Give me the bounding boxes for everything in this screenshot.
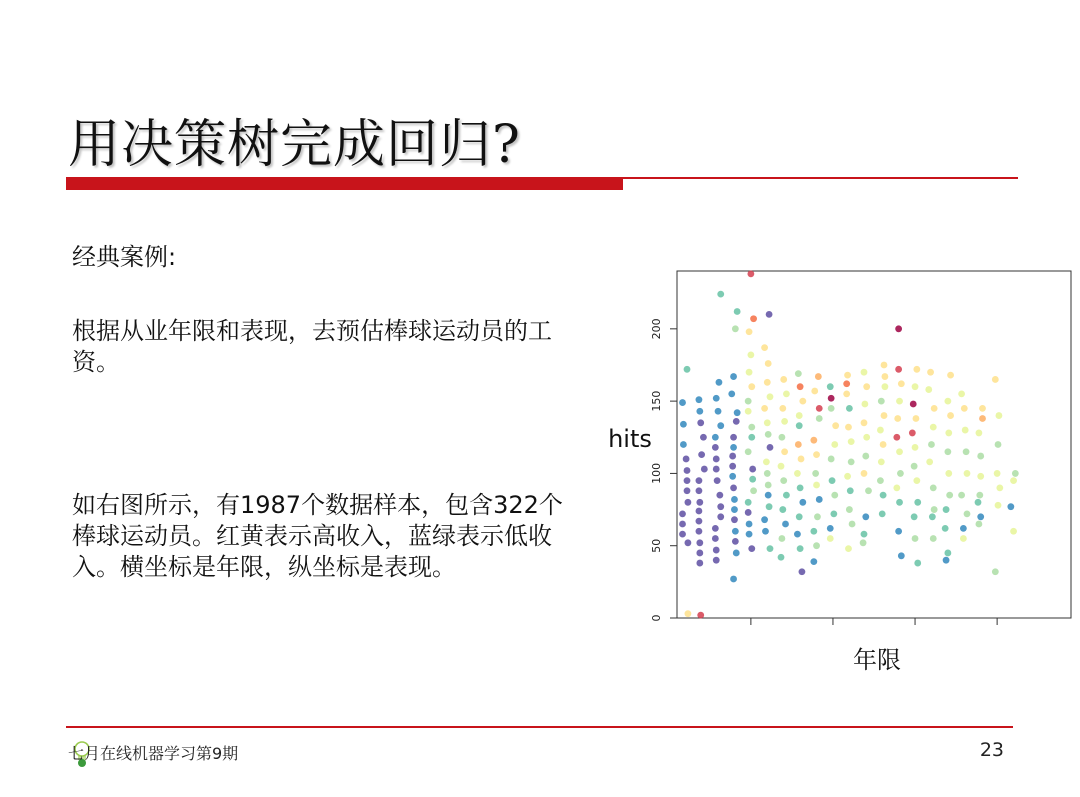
data-point	[828, 395, 835, 402]
data-point	[881, 362, 888, 369]
data-point	[846, 506, 853, 513]
data-point	[898, 552, 905, 559]
data-point	[731, 516, 738, 523]
data-point	[797, 545, 804, 552]
data-point	[895, 325, 902, 332]
data-point	[863, 383, 870, 390]
data-point	[1012, 470, 1019, 477]
data-point	[861, 419, 868, 426]
data-point	[745, 448, 752, 455]
data-point	[747, 351, 754, 358]
data-point	[696, 539, 703, 546]
data-point	[912, 444, 919, 451]
data-point	[996, 484, 1003, 491]
data-point	[913, 366, 920, 373]
data-point	[712, 444, 719, 451]
data-point	[931, 506, 938, 513]
data-point	[685, 610, 692, 617]
data-point	[964, 511, 971, 518]
data-point	[765, 431, 772, 438]
data-point	[779, 405, 786, 412]
slide-title: 用决策树完成回归?	[68, 115, 521, 175]
data-point	[714, 477, 721, 484]
data-point	[795, 370, 802, 377]
data-point	[713, 395, 720, 402]
data-point	[877, 427, 884, 434]
data-point	[717, 513, 724, 520]
data-point	[946, 492, 953, 499]
data-point	[816, 415, 823, 422]
x-axis-title: 年限	[853, 646, 901, 674]
intro-text: 经典案例:	[72, 243, 177, 271]
data-point	[829, 477, 836, 484]
data-point	[799, 398, 806, 405]
data-point	[975, 499, 982, 506]
data-point	[765, 492, 772, 499]
data-point	[733, 418, 740, 425]
data-point	[766, 311, 773, 318]
data-point	[780, 376, 787, 383]
data-point	[960, 525, 967, 532]
data-point	[882, 383, 889, 390]
data-point	[730, 484, 737, 491]
data-point	[696, 487, 703, 494]
data-point	[730, 444, 737, 451]
data-point	[958, 390, 965, 397]
data-point	[728, 390, 735, 397]
data-point	[730, 434, 737, 441]
data-point	[696, 499, 703, 506]
data-point	[730, 373, 737, 380]
data-point	[716, 379, 723, 386]
data-point	[794, 531, 801, 538]
data-point	[828, 456, 835, 463]
data-point	[945, 470, 952, 477]
data-point	[848, 458, 855, 465]
data-point	[979, 415, 986, 422]
data-point	[745, 499, 752, 506]
data-point	[712, 525, 719, 532]
data-point	[780, 477, 787, 484]
data-point	[734, 409, 741, 416]
data-point	[896, 398, 903, 405]
data-point	[878, 458, 885, 465]
data-point	[943, 557, 950, 564]
data-point	[685, 539, 692, 546]
data-point	[733, 550, 740, 557]
data-point	[696, 408, 703, 415]
data-point	[734, 308, 741, 315]
data-point	[880, 492, 887, 499]
data-point	[911, 463, 918, 470]
data-point	[843, 390, 850, 397]
data-point	[684, 366, 691, 373]
data-point	[830, 511, 837, 518]
data-point	[781, 448, 788, 455]
data-point	[914, 560, 921, 567]
data-point	[732, 325, 739, 332]
y-tick-label: 100	[650, 462, 663, 484]
data-point	[696, 518, 703, 525]
y-tick-label: 150	[650, 390, 663, 412]
data-point	[977, 513, 984, 520]
data-point	[746, 328, 753, 335]
data-point	[879, 511, 886, 518]
data-point	[929, 513, 936, 520]
data-point	[995, 502, 1002, 509]
data-point	[862, 453, 869, 460]
data-point	[750, 487, 757, 494]
data-point	[746, 531, 753, 538]
data-point	[862, 513, 869, 520]
data-point	[910, 401, 917, 408]
data-point	[995, 441, 1002, 448]
data-point	[861, 531, 868, 538]
data-point	[812, 470, 819, 477]
data-point	[696, 508, 703, 515]
data-point	[680, 441, 687, 448]
data-point	[944, 448, 951, 455]
data-point	[977, 453, 984, 460]
y-tick-label: 200	[650, 318, 663, 340]
data-point	[767, 393, 774, 400]
data-point	[914, 499, 921, 506]
data-point	[960, 535, 967, 542]
data-point	[813, 451, 820, 458]
data-point	[750, 315, 757, 322]
data-point	[947, 412, 954, 419]
data-point	[894, 415, 901, 422]
data-point	[827, 525, 834, 532]
paragraph-1: 根据从业年限和表现，去预估棒球运动员的工资。	[72, 317, 552, 376]
data-point	[845, 545, 852, 552]
data-point	[745, 509, 752, 516]
data-point	[679, 531, 686, 538]
footer-divider	[66, 726, 1013, 728]
data-point	[895, 366, 902, 373]
plot-frame	[677, 271, 1071, 618]
data-point	[831, 492, 838, 499]
data-point	[863, 434, 870, 441]
data-point	[696, 560, 703, 567]
data-point	[713, 557, 720, 564]
data-point	[878, 398, 885, 405]
data-point	[698, 451, 705, 458]
data-point	[913, 477, 920, 484]
data-point	[992, 376, 999, 383]
data-point	[1010, 477, 1017, 484]
data-point	[811, 388, 818, 395]
data-point	[700, 434, 707, 441]
data-point	[847, 487, 854, 494]
data-point	[912, 535, 919, 542]
data-point	[810, 528, 817, 535]
data-point	[765, 360, 772, 367]
data-point	[813, 482, 820, 489]
data-point	[748, 434, 755, 441]
data-point	[958, 492, 965, 499]
data-point	[797, 383, 804, 390]
data-point	[930, 535, 937, 542]
data-point	[942, 525, 949, 532]
data-point	[992, 568, 999, 575]
data-point	[749, 466, 756, 473]
data-point	[712, 434, 719, 441]
data-point	[796, 412, 803, 419]
data-point	[925, 386, 932, 393]
data-point	[909, 430, 916, 437]
data-point	[679, 511, 686, 518]
data-point	[764, 419, 771, 426]
data-point	[715, 408, 722, 415]
data-point	[696, 550, 703, 557]
data-point	[798, 456, 805, 463]
data-point	[767, 545, 774, 552]
data-point	[794, 470, 801, 477]
data-point	[861, 470, 868, 477]
data-point	[746, 521, 753, 528]
data-point	[882, 373, 889, 380]
data-point	[979, 405, 986, 412]
data-point	[845, 424, 852, 431]
data-point	[717, 503, 724, 510]
data-point	[713, 456, 720, 463]
data-point	[696, 477, 703, 484]
data-point	[813, 542, 820, 549]
data-point	[1007, 503, 1014, 510]
data-point	[781, 418, 788, 425]
data-point	[877, 477, 884, 484]
data-point	[782, 521, 789, 528]
data-point	[977, 473, 984, 480]
data-point	[679, 399, 686, 406]
data-point	[880, 441, 887, 448]
data-point	[926, 458, 933, 465]
data-point	[893, 434, 900, 441]
data-point	[729, 453, 736, 460]
title-underline-thick	[66, 177, 623, 190]
data-point	[816, 405, 823, 412]
data-point	[764, 470, 771, 477]
data-point	[810, 558, 817, 565]
data-point	[893, 484, 900, 491]
data-point	[748, 383, 755, 390]
data-point	[745, 408, 752, 415]
data-point	[930, 424, 937, 431]
data-point	[881, 412, 888, 419]
data-point	[816, 496, 823, 503]
data-point	[896, 448, 903, 455]
data-point	[732, 538, 739, 545]
data-point	[944, 398, 951, 405]
data-point	[761, 344, 768, 351]
y-tick-label: 0	[650, 614, 663, 622]
data-point	[747, 270, 754, 277]
data-point	[1010, 528, 1017, 535]
data-point	[796, 513, 803, 520]
data-point	[766, 503, 773, 510]
data-point	[898, 380, 905, 387]
data-point	[778, 463, 785, 470]
data-point	[729, 473, 736, 480]
data-point	[761, 405, 768, 412]
data-point	[961, 405, 968, 412]
data-point	[763, 458, 770, 465]
data-point	[679, 521, 686, 528]
data-point	[767, 444, 774, 451]
y-tick-label: 50	[650, 538, 663, 553]
data-point	[827, 535, 834, 542]
data-point	[994, 470, 1001, 477]
data-point	[701, 466, 708, 473]
data-point	[844, 473, 851, 480]
data-point	[745, 398, 752, 405]
data-point	[779, 506, 786, 513]
data-point	[684, 467, 691, 474]
data-point	[947, 372, 954, 379]
data-point	[761, 516, 768, 523]
data-point	[810, 437, 817, 444]
data-point	[860, 539, 867, 546]
data-point	[730, 576, 737, 583]
data-point	[861, 401, 868, 408]
data-point	[895, 528, 902, 535]
data-point	[799, 499, 806, 506]
data-point	[749, 476, 756, 483]
data-point	[896, 499, 903, 506]
data-point	[844, 372, 851, 379]
data-point	[865, 487, 872, 494]
data-point	[713, 466, 720, 473]
data-point	[683, 456, 690, 463]
data-point	[996, 412, 1003, 419]
title-underline-thin	[623, 177, 1018, 179]
data-point	[684, 487, 691, 494]
data-point	[778, 554, 785, 561]
data-point	[814, 513, 821, 520]
data-point	[748, 545, 755, 552]
data-point	[696, 396, 703, 403]
data-point	[911, 513, 918, 520]
data-point	[963, 448, 970, 455]
data-point	[945, 430, 952, 437]
data-point	[764, 379, 771, 386]
data-point	[716, 492, 723, 499]
data-point	[797, 484, 804, 491]
data-point	[795, 441, 802, 448]
data-point	[779, 434, 786, 441]
data-point	[831, 441, 838, 448]
y-axis-title: hits	[608, 425, 652, 453]
data-point	[976, 430, 983, 437]
data-point	[848, 438, 855, 445]
data-point	[930, 484, 937, 491]
data-point	[762, 528, 769, 535]
data-point	[943, 506, 950, 513]
scatter-chart	[600, 260, 1080, 690]
data-point	[717, 422, 724, 429]
data-point	[697, 612, 704, 619]
data-point	[697, 419, 704, 426]
data-point	[962, 427, 969, 434]
data-point	[731, 496, 738, 503]
footer-course-name: 七月在线机器学习第9期	[68, 744, 239, 763]
data-point	[832, 422, 839, 429]
data-point	[843, 380, 850, 387]
data-point	[846, 405, 853, 412]
data-point	[931, 405, 938, 412]
data-point	[748, 424, 755, 431]
data-point	[913, 415, 920, 422]
data-point	[796, 422, 803, 429]
data-point	[861, 369, 868, 376]
data-point	[944, 550, 951, 557]
data-point	[696, 528, 703, 535]
data-point	[897, 470, 904, 477]
data-point	[783, 492, 790, 499]
data-point	[799, 568, 806, 575]
data-point	[731, 506, 738, 513]
page-number: 23	[979, 739, 1004, 761]
data-point	[976, 521, 983, 528]
data-point	[912, 383, 919, 390]
data-point	[779, 535, 786, 542]
data-point	[680, 421, 687, 428]
paragraph-2: 如右图所示，有1987个数据样本，包含322个棒球运动员。红黄表示高收入，蓝绿表示低收入。横坐标是年限，纵坐标是表现。	[72, 491, 563, 581]
data-point	[685, 499, 692, 506]
data-point	[717, 291, 724, 298]
data-point	[713, 547, 720, 554]
data-point	[928, 441, 935, 448]
data-point	[783, 390, 790, 397]
data-point	[765, 482, 772, 489]
data-point	[729, 463, 736, 470]
data-point	[827, 383, 834, 390]
data-point	[828, 405, 835, 412]
data-point	[815, 373, 822, 380]
data-point	[732, 528, 739, 535]
data-point	[976, 492, 983, 499]
data-point	[746, 369, 753, 376]
data-point	[927, 369, 934, 376]
data-point	[964, 470, 971, 477]
data-point	[849, 521, 856, 528]
data-point	[712, 535, 719, 542]
data-point	[684, 477, 691, 484]
